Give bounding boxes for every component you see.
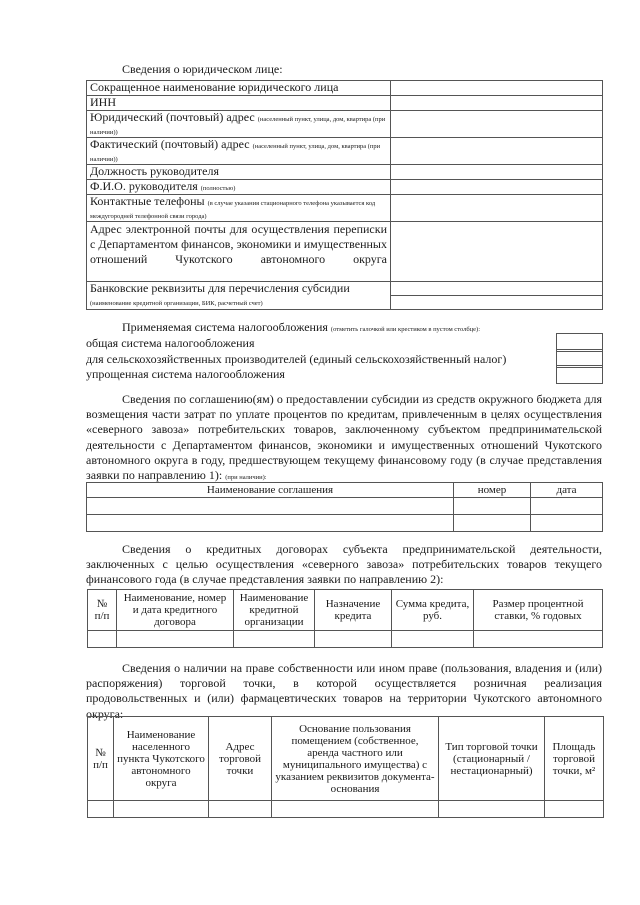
- credit-amount-input[interactable]: [392, 631, 474, 648]
- area-input[interactable]: [545, 801, 604, 818]
- field-label: Фактический (почтовый) адрес (населенный пункт, улица, дом, квартира (при наличии)): [87, 138, 391, 165]
- agreement-date-input[interactable]: [531, 498, 603, 515]
- credit-org-input[interactable]: [234, 631, 315, 648]
- field-note: (в случае указания стационарного телефона указывается код междугородней телефонной связи города): [90, 200, 376, 220]
- legal-entity-table: [86, 80, 603, 310]
- phones-input[interactable]: [391, 195, 603, 222]
- table-header-row: [88, 717, 604, 801]
- legal-entity-title: Сведения о юридическом лице:: [122, 62, 283, 76]
- table-row: [87, 498, 603, 515]
- email-input[interactable]: [391, 222, 603, 282]
- field-label: Ф.И.О. руководителя (полностью): [87, 180, 391, 195]
- col-agreement-name: Наименование соглашения: [87, 483, 454, 498]
- trade-points-table: [87, 716, 604, 818]
- field-note: (полностью): [200, 185, 236, 192]
- agreement-date-input[interactable]: [531, 515, 603, 532]
- field-label: ИНН: [87, 96, 391, 111]
- table-row: [87, 81, 603, 96]
- inn-input[interactable]: [391, 96, 603, 111]
- agreements-table: [86, 482, 603, 532]
- trade-address-input[interactable]: [209, 801, 272, 818]
- field-note: (наименование кредитной организации, БИК, расчетный счет): [90, 300, 263, 307]
- table-row: [87, 111, 603, 138]
- credit-purpose-input[interactable]: [315, 631, 392, 648]
- col-number: номер: [454, 483, 531, 498]
- interest-rate-input[interactable]: [474, 631, 603, 648]
- trade-points-paragraph: Сведения о наличии на праве собственности или ином праве (пользования, владения и (или) распоряжения) торговой точки, в которой осуществляется розничная реализация продовольственных и (или) фармацевтических товаров на территории Чукотского автономного округа:: [86, 661, 602, 721]
- col-credit-purpose: Назначение кредита: [315, 590, 392, 631]
- table-row: [87, 180, 603, 195]
- actual-address-input[interactable]: [391, 138, 603, 165]
- table-row: [87, 282, 603, 310]
- field-label: Должность руководителя: [87, 165, 391, 180]
- table-header-row: [87, 483, 603, 498]
- col-area: Площадь торговой точки, м²: [545, 717, 604, 801]
- agreement-number-input[interactable]: [454, 515, 531, 532]
- table-row: [87, 165, 603, 180]
- col-credit-contract: Наименование, номер и дата кредитного договора: [117, 590, 234, 631]
- col-settlement: Наименование населенного пункта Чукотского автономного округа: [114, 717, 209, 801]
- tax-option-simplified: упрощенная система налогообложения: [86, 367, 285, 381]
- col-address: Адрес торговой точки: [209, 717, 272, 801]
- table-row: [87, 138, 603, 165]
- agreement-name-input[interactable]: [87, 515, 454, 532]
- field-label: Юридический (почтовый) адрес (населенный пункт, улица, дом, квартира (при наличии)): [87, 111, 391, 138]
- bank-details-input-2[interactable]: [391, 296, 602, 309]
- taxation-note: (отметить галочкой или крестиком в пустом столбце):: [330, 326, 480, 333]
- field-note: (населенный пункт, улица, дом, квартира (при наличии)): [90, 116, 386, 136]
- col-interest-rate: Размер процентной ставки, % годовых: [474, 590, 603, 631]
- agreements-note: (при наличии):: [225, 474, 267, 482]
- bank-details-input-1[interactable]: [391, 282, 602, 296]
- table-row: [88, 631, 603, 648]
- col-number: № п/п: [88, 590, 117, 631]
- agreement-name-input[interactable]: [87, 498, 454, 515]
- credits-paragraph: Сведения о кредитных договорах субъекта предпринимательской деятельности, заключенных с целью осуществления «северного завоза» потребительских товаров текущего финансового года (в случае представления заявки по направлению 2):: [86, 542, 602, 587]
- col-credit-org: Наименование кредитной организации: [234, 590, 315, 631]
- table-header-row: [88, 590, 603, 631]
- legal-address-input[interactable]: [391, 111, 603, 138]
- taxation-title: Применяемая система налогообложения (отметить галочкой или крестиком в пустом столбце):: [122, 320, 480, 334]
- director-name-input[interactable]: [391, 180, 603, 195]
- trade-number-input[interactable]: [88, 801, 114, 818]
- agreement-number-input[interactable]: [454, 498, 531, 515]
- credit-number-input[interactable]: [88, 631, 117, 648]
- table-row: [87, 222, 603, 282]
- field-label: Адрес электронной почты для осуществления переписки с Департаментом финансов, экономики и имущественных отношений Чукотского автономного округа: [87, 222, 391, 282]
- bank-details-cell: [391, 282, 603, 310]
- tax-option-general: общая система налогообложения: [86, 336, 255, 350]
- director-position-input[interactable]: [391, 165, 603, 180]
- table-row: [87, 515, 603, 532]
- credit-contract-input[interactable]: [117, 631, 234, 648]
- field-label: Контактные телефоны (в случае указания стационарного телефона указывается код междугородней телефонной связи города): [87, 195, 391, 222]
- settlement-input[interactable]: [114, 801, 209, 818]
- field-note: (населенный пункт, улица, дом, квартира (при наличии)): [90, 143, 381, 163]
- field-label: Банковские реквизиты для перечисления субсидии (наименование кредитной организации, БИК, расчетный счет): [87, 282, 391, 310]
- short-name-input[interactable]: [391, 81, 603, 96]
- tax-option-agricultural: для сельскохозяйственных производителей (единый сельскохозяйственный налог): [86, 352, 507, 366]
- col-type: Тип торговой точки (стационарный / нестационарный): [439, 717, 545, 801]
- table-row: [87, 96, 603, 111]
- col-credit-amount: Сумма кредита, руб.: [392, 590, 474, 631]
- credits-table: [87, 589, 603, 648]
- col-number: № п/п: [88, 717, 114, 801]
- field-label: Сокращенное наименование юридического лица: [87, 81, 391, 96]
- table-row: [88, 801, 604, 818]
- tax-simplified-checkbox[interactable]: [556, 365, 603, 384]
- agreements-paragraph: Сведения по соглашению(ям) о предоставлении субсидии из средств окружного бюджета для возмещения части затрат по уплате процентов по кредитам, привлеченным в целях осуществления «северного завоза» потребительских товаров, заключенному субъектом предпринимательской деятельности с Департаментом финансов, экономики и имущественных отношений Чукотского автономного округа в году, предшествующем текущему финансовому году (в случае представления заявки по направлению 1): (при наличии):: [86, 392, 602, 483]
- table-row: [87, 195, 603, 222]
- col-date: дата: [531, 483, 603, 498]
- col-basis: Основание пользования помещением (собственное, аренда частного или муниципального имущества) с указанием реквизитов документа-основания: [272, 717, 439, 801]
- type-input[interactable]: [439, 801, 545, 818]
- basis-input[interactable]: [272, 801, 439, 818]
